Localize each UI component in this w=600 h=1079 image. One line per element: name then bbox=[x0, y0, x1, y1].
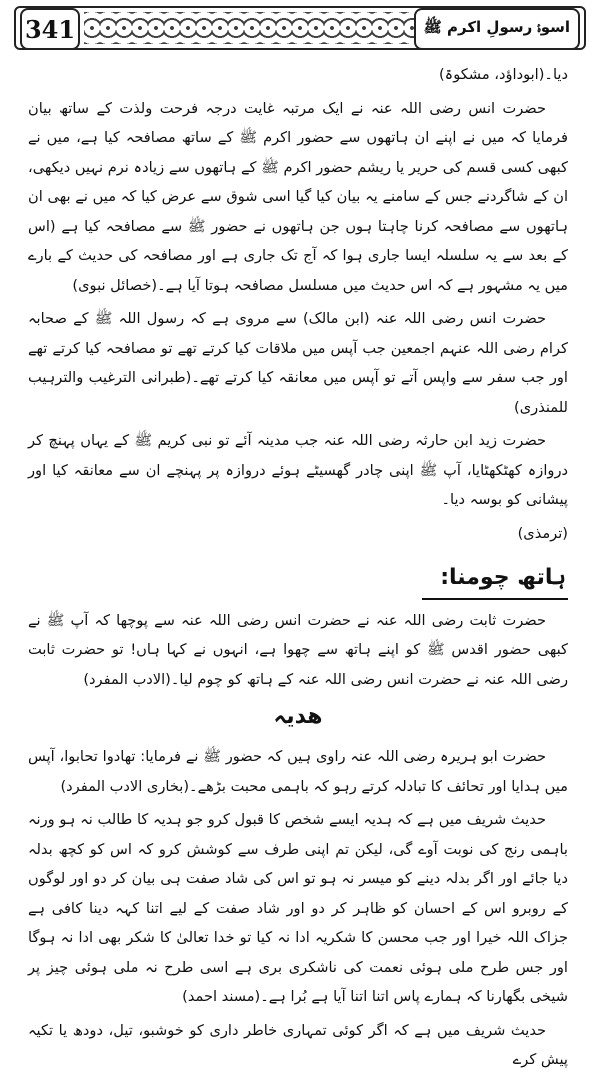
running-title: اسوۂ رسولِ اکرم ﷺ bbox=[414, 8, 580, 50]
paragraph-zaid-embrace: حضرت زید ابن حارثہ رضی اللہ عنہ جب مدینہ آئے تو نبی کریم ﷺ کے یہاں پہنچ کر دروازہ کھٹکھٹایا، آپ ﷺ اپنی چادر گھسیٹے ہوئے دروازہ پر پہنچے ان سے معانقہ کیا اور پیشانی کو بوسہ دیا۔ bbox=[28, 432, 568, 508]
page-content bbox=[28, 60, 568, 1079]
page-header bbox=[14, 6, 586, 50]
paragraph-thabit-kiss: حضرت ثابت رضی اللہ عنہ نے حضرت انس رضی اللہ عنہ سے پوچھا کہ آپ ﷺ نے کبھی حضور اقدس ﷺ کو اپنے ہاتھ سے چھوا ہے، انہوں نے کہا ہاں! تو حضرت ثابت رضی اللہ عنہ نے حضرت انس رضی اللہ عنہ کے ہاتھ کو چوم لیا۔(الادب المفرد) bbox=[28, 611, 568, 688]
paragraph-abu-hurairah-gifts: حضرت ابو ہریرہ رضی اللہ عنہ راوی ہیں کہ حضور ﷺ نے فرمایا: تھادوا تحابوا، آپس میں ہدایا اور تحائف کا تبادلہ کرتے رہو کہ باہمی محبت بڑھے۔(بخاری الادب المفرد) bbox=[28, 748, 568, 795]
paragraph-continuation: دیا۔(ابوداؤد، مشکوۃ) bbox=[438, 66, 568, 83]
paragraph-anas-handshake: حضرت انس رضی اللہ عنہ نے ایک مرتبہ غایت درجہ فرحت ولذت کے ساتھ بیان فرمایا کہ میں نے اپنے ان ہاتھوں سے حضور اکرم ﷺ کے ساتھ مصافحہ کیا ہے، میں نے کبھی کسی قسم کی حریر یا ریشم حضور اکرم ﷺ کے ہاتھوں سے زیادہ نرم نہیں دیکھی، ان کے شاگردنے جس کے سامنے یہ بیان کیا گیا اسی شوق سے عرض کیا کہ میں نے بھی ان ہاتھوں سے مصافحہ کرنا چاہتا ہوں جن ہاتھوں نے حضور ﷺ سے مصافحہ کیا ہے (اس کے بعد سے یہ سلسلہ ایسا جاری ہوا کہ آج تک جاری ہے اور مصافحہ کی حدیث کے بارے میں یہ مشہور ہے کہ اس حدیث میں مسلسل مصافحہ ہوتا آیا ہے۔(خصائل نبوی) bbox=[28, 99, 568, 294]
section-heading-gift: ھدیہ bbox=[273, 704, 323, 729]
paragraph-hadith-hospitality: حدیث شریف میں ہے کہ اگر کوئی تمہاری خاطر داری کو خوشبو، تیل، دودھ یا تکیہ پیش کرے bbox=[28, 1021, 568, 1068]
header-ornament-border bbox=[84, 12, 416, 44]
section-heading-hand-kissing: ہاتھ چومنا: bbox=[422, 558, 568, 600]
paragraph-hadith-gift-etiquette: حدیث شریف میں ہے کہ ہدیہ ایسے شخص کا قبول کرو جو ہدیہ کا طالب نہ ہو ورنہ باہمی رنج کی نوبت آوے گی، لیکن تم اپنی طرف سے کوشش کرو کہ اس کو کچھ بدلہ دیا جائے اور اگر بدلہ دینے کو میسر نہ ہو تو اس کی شاد صفت ہی بیان کر دو اور لوگوں کے روبرو اس کے احسان کو ظاہر کر دو اور شاد صفت کے لیے اتنا کہہ دینا کافی ہے جزاک اللہ خیرا اور جب محسن کا شکریہ ادا نہ کیا تو خدا تعالیٰ کا شکر بھی ادا نہ ہوگا اور جس طرح ملی ہوئی نعمت کی ناشکری بری ہے اسی طرح نہ ملی ہوئی چیز پر شیخی بگھارنا کہ ہمارے پاس اتنا اتنا آیا ہے بُرا ہے۔(مسند احمد) bbox=[28, 811, 568, 1005]
page-number: 341 bbox=[20, 8, 80, 50]
section-heading-wrapper bbox=[28, 554, 568, 606]
citation-tirmidhi: (ترمذی) bbox=[517, 524, 568, 542]
paragraph-companions-handshake: حضرت انس رضی اللہ عنہ (ابن مالک) سے مروی ہے کہ رسول اللہ ﷺ کے صحابہ کرام رضی اللہ عنہم اجمعین جب آپس میں ملاقات کیا کرتے تھے تو مصافحہ کیا کرتے تھے اور جب سفر سے واپس آتے تو آپس میں معانقہ کیا کرتے تھے۔(طبرانی الترغیب والترہیب للمنذری) bbox=[28, 310, 568, 416]
